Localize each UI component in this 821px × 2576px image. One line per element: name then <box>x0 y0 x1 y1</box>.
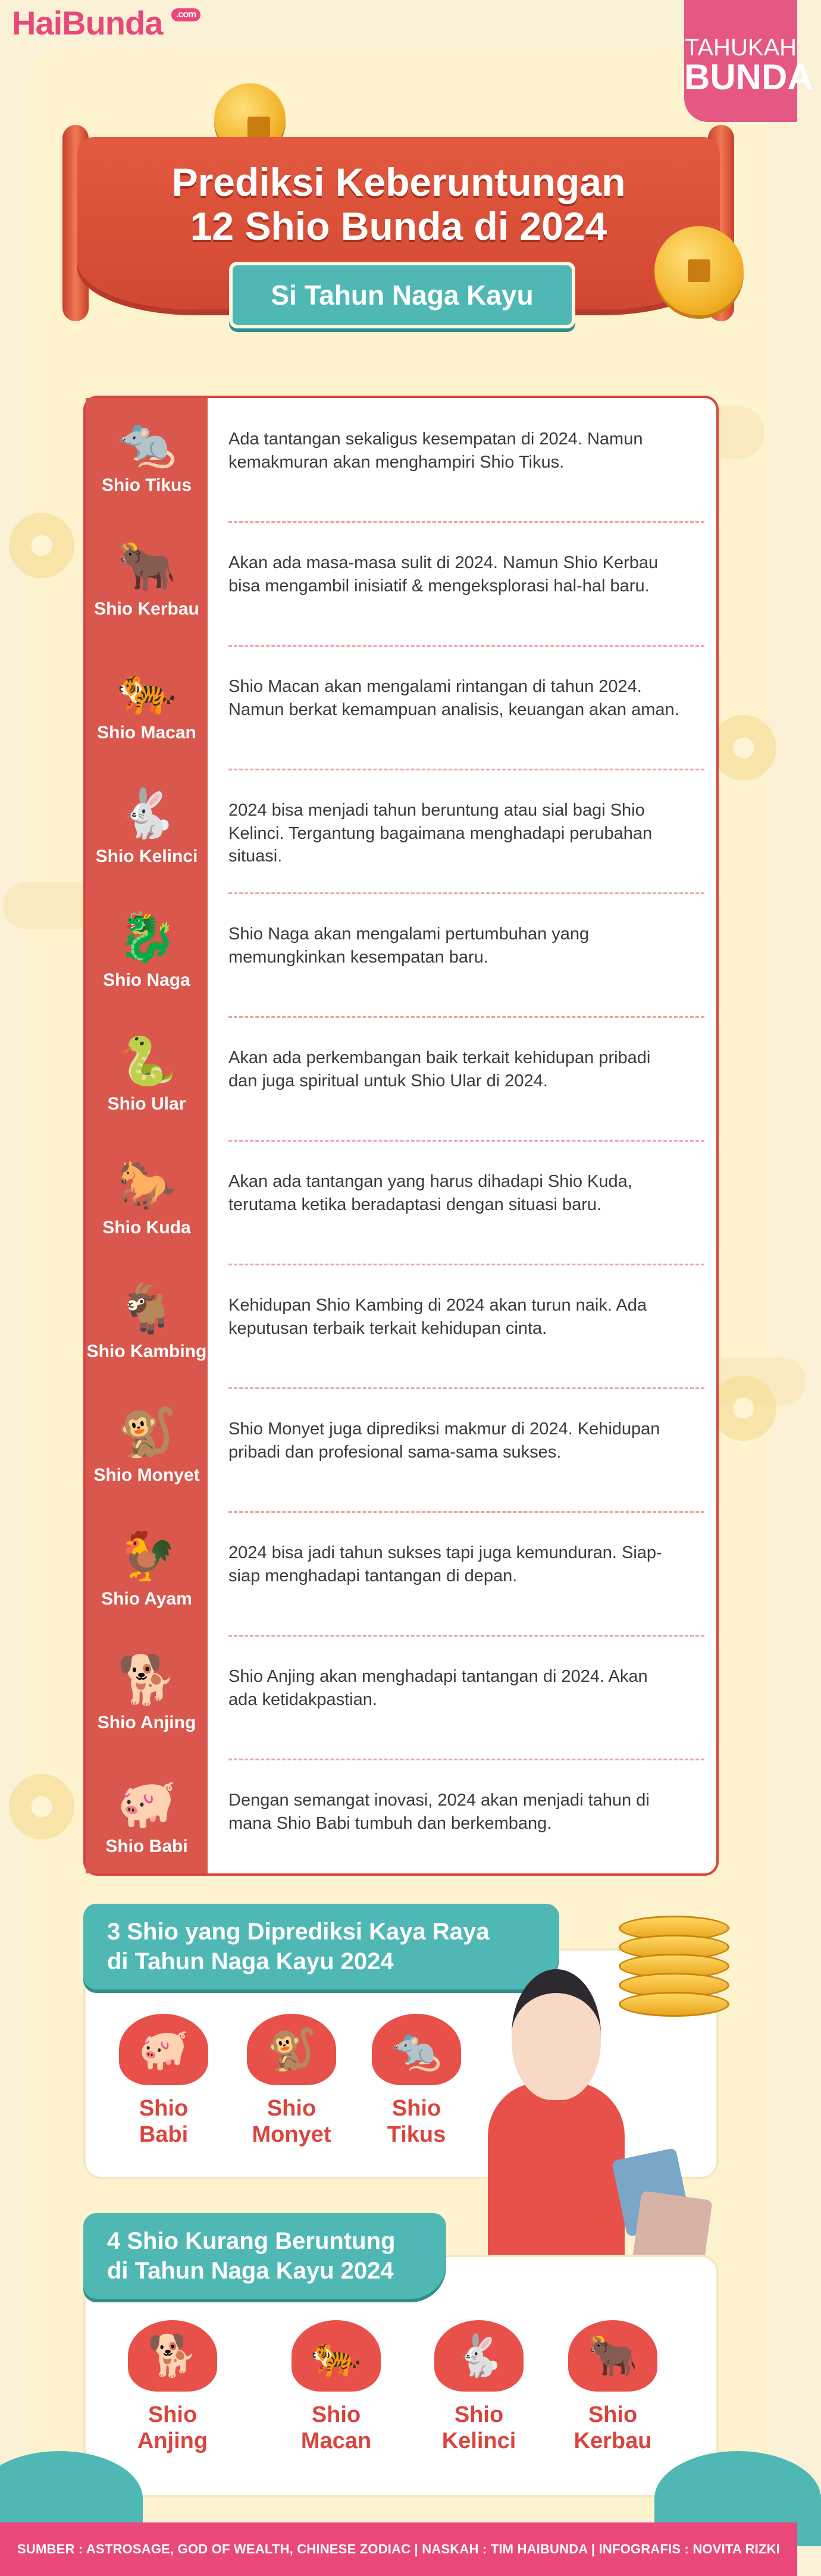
animal-label-1: Shio <box>311 2402 361 2427</box>
pig-icon: 🐖 <box>119 2014 208 2085</box>
kaya-raya-heading <box>83 1904 559 1989</box>
logo-text: HaiBunda <box>12 4 163 42</box>
shio-row <box>86 1760 716 1884</box>
dog-icon: 🐕 <box>117 1653 177 1706</box>
woman-head <box>512 1969 601 2100</box>
shio-description: 2024 bisa jadi tahun sukses tapi juga kemunduran. Siap-siap menghadapi tantangan di depan. <box>228 1543 662 1585</box>
rabbit-icon: 🐇 <box>117 787 177 840</box>
tahukah-bunda-badge <box>684 0 813 122</box>
shio-name: Shio Macan <box>97 723 196 742</box>
kurang-beruntung-item <box>113 2320 232 2454</box>
badge-line-1: TAHUKAH <box>684 35 797 61</box>
source-footer: SUMBER : ASTROSAGE, GOD OF WEALTH, CHINESE ZODIAC | NASKAH : TIM HAIBUNDA | INFOGRAFIS : NOVITA RIZKI <box>0 2522 797 2576</box>
coin-stack-icon <box>619 1922 726 2017</box>
kurang-beruntung-item <box>277 2320 396 2454</box>
kurang-beruntung-title-2: di Tahun Naga Kayu 2024 <box>107 2258 394 2284</box>
animal-label-1: Shio <box>454 2402 504 2427</box>
rat-icon: 🐀 <box>117 416 177 469</box>
ox-icon: 🐂 <box>117 540 177 593</box>
kaya-raya-item <box>104 2014 223 2148</box>
monkey-icon: 🐒 <box>117 1406 177 1459</box>
subtitle-ribbon: Si Tahun Naga Kayu <box>229 262 575 328</box>
kurang-beruntung-item <box>419 2320 538 2454</box>
animal-label-2: Anjing <box>137 2428 208 2453</box>
shio-name: Shio Monyet <box>93 1465 200 1485</box>
animal-label-1: Shio <box>148 2402 198 2427</box>
rooster-icon: 🐓 <box>117 1530 177 1582</box>
shio-description: Akan ada masa-masa sulit di 2024. Namun Shio Kerbau bisa mengambil inisiatif & mengeksplorasi hal-hal baru. <box>228 553 659 596</box>
shio-row <box>86 770 716 894</box>
shio-description: Dengan semangat inovasi, 2024 akan menjadi tahun di mana Shio Babi tumbuh dan berkembang. <box>228 1791 650 1833</box>
horse-icon: 🐎 <box>117 1158 177 1211</box>
title-line-2: 12 Shio Bunda di 2024 <box>190 203 607 248</box>
kaya-raya-item <box>357 2014 476 2148</box>
kurang-beruntung-heading <box>83 2213 446 2299</box>
shio-name: Shio Kelinci <box>95 847 198 866</box>
animal-label-1: Shio <box>588 2402 638 2427</box>
animal-label-1: Shio <box>139 2096 189 2121</box>
animal-label-2: Babi <box>139 2121 189 2147</box>
shio-row <box>86 1142 716 1265</box>
snake-icon: 🐍 <box>117 1035 177 1088</box>
animal-label-2: Monyet <box>252 2121 331 2147</box>
kurang-beruntung-item <box>553 2320 672 2454</box>
shio-row <box>86 523 716 647</box>
rat-icon: 🐀 <box>372 2014 461 2085</box>
shio-description: Shio Anjing akan menghadapi tantangan di 2024. Akan ada ketidakpastian. <box>228 1667 648 1709</box>
rabbit-icon: 🐇 <box>434 2320 524 2392</box>
shio-description: Akan ada tantangan yang harus dihadapi Shio Kuda, terutama ketika beradaptasi dengan situasi baru. <box>228 1172 632 1214</box>
tiger-icon: 🐅 <box>292 2320 381 2392</box>
shio-description: Shio Monyet juga diprediksi makmur di 2024. Kehidupan pribadi dan profesional sama-sama sukses. <box>228 1419 660 1462</box>
badge-line-2: BUNDA <box>684 57 813 97</box>
dragon-icon: 🐉 <box>117 911 177 964</box>
shio-name: Shio Ular <box>107 1094 186 1114</box>
shio-name: Shio Kerbau <box>94 599 199 619</box>
shio-description: 2024 bisa menjadi tahun beruntung atau sial bagi Shio Kelinci. Tergantung bagaimana menghadapi perubahan situasi. <box>228 801 653 866</box>
tiger-icon: 🐅 <box>117 663 177 716</box>
shio-row <box>86 1513 716 1637</box>
shio-row <box>86 399 716 523</box>
shio-description: Kehidupan Shio Kambing di 2024 akan turun naik. Ada keputusan terbaik terkait kehidupan cinta. <box>228 1296 647 1338</box>
shio-row <box>86 1637 716 1760</box>
shio-description: Ada tantangan sekaligus kesempatan di 2024. Namun kemakmuran akan menghampiri Shio Tikus. <box>228 430 643 472</box>
shio-name: Shio Naga <box>103 970 190 990</box>
monkey-icon: 🐒 <box>247 2014 336 2085</box>
shio-name: Shio Babi <box>105 1837 188 1856</box>
flower-decoration <box>711 715 776 781</box>
shio-row <box>86 647 716 770</box>
shio-name: Shio Tikus <box>101 475 192 495</box>
shio-description: Shio Macan akan mengalami rintangan di tahun 2024. Namun berkat kemampuan analisis, keuangan akan aman. <box>228 677 679 719</box>
shio-description: Akan ada perkembangan baik terkait kehidupan pribadi dan juga spiritual untuk Shio Ular di 2024. <box>228 1048 651 1090</box>
shio-description: Shio Naga akan mengalami pertumbuhan yang memungkinkan kesempatan baru. <box>228 925 590 967</box>
dog-icon: 🐕 <box>128 2320 217 2392</box>
kaya-raya-title-2: di Tahun Naga Kayu 2024 <box>107 1948 394 1975</box>
animal-label-1: Shio <box>267 2096 317 2121</box>
animal-label-2: Kerbau <box>574 2428 652 2453</box>
flower-decoration <box>711 1375 776 1441</box>
shio-name: Shio Anjing <box>97 1713 196 1732</box>
flower-decoration <box>9 1774 74 1839</box>
title-line-1: Prediksi Keberuntungan <box>171 160 626 204</box>
logo-suffix: .com <box>171 8 200 21</box>
goat-icon: 🐐 <box>117 1282 177 1335</box>
shio-row <box>86 1018 716 1142</box>
page-title <box>77 161 720 249</box>
shio-name: Shio Ayam <box>101 1589 192 1609</box>
pig-icon: 🐖 <box>117 1777 177 1830</box>
kaya-raya-title-1: 3 Shio yang Diprediksi Kaya Raya <box>107 1919 490 1945</box>
haibunda-logo <box>12 4 196 42</box>
shio-name: Shio Kuda <box>102 1218 191 1237</box>
shio-name: Shio Kambing <box>86 1342 207 1361</box>
shio-list <box>83 396 719 1876</box>
shio-row <box>86 894 716 1018</box>
flower-decoration <box>9 513 74 578</box>
kurang-beruntung-title-1: 4 Shio Kurang Beruntung <box>107 2228 396 2254</box>
animal-label-2: Tikus <box>387 2121 446 2147</box>
kaya-raya-item <box>232 2014 351 2148</box>
shio-row <box>86 1265 716 1389</box>
animal-label-2: Kelinci <box>441 2428 516 2453</box>
shio-row <box>86 1389 716 1513</box>
animal-label-1: Shio <box>391 2096 441 2121</box>
animal-label-2: Macan <box>300 2428 372 2453</box>
ox-icon: 🐂 <box>568 2320 657 2392</box>
